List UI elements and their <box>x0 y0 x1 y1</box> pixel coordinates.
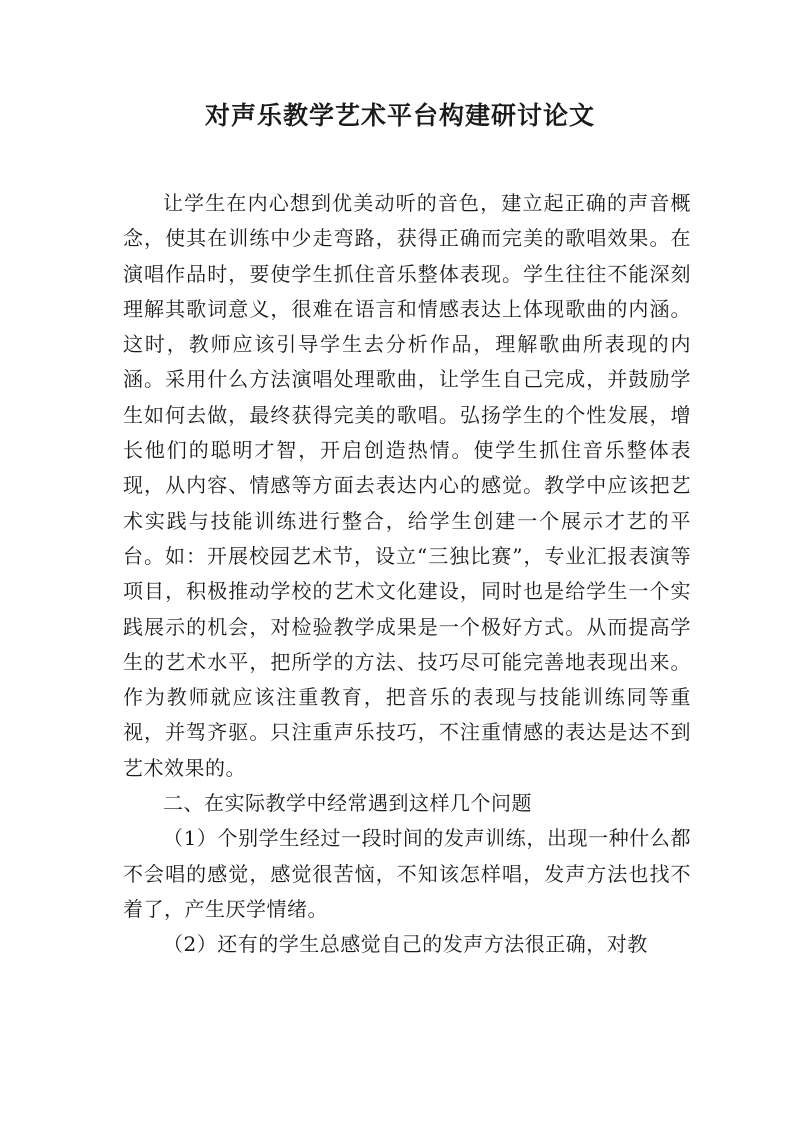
body-paragraph: （2）还有的学生总感觉自己的发声方法很正确，对教 <box>163 932 648 957</box>
body-paragraph: 让学生在内心想到优美动听的音色，建立起正确的声音概念，使其在训练中少走弯路，获得正确而完美的歌唱效果。在演唱作品时，要使学生抓住音乐整体表现。学生往往不能深刻理解其歌词意义，很难在语言和情感表达上体现歌曲的内涵。这时，教师应该引导学生去分析作品，理解歌曲所表现的内涵。采用什么方法演唱处理歌曲，让学生自己完成，并鼓励学生如何去做，最终获得完美的歌唱。弘扬学生的个性发展，增长他们的聪明才智，开启创造热情。使学生抓住音乐整体表现，从内容、情感等方面去表达内心的感觉。教学中应该把艺术实践与技能训练进行整合，给学生创建一个展示才艺的平台。如：开展校园艺术节，设立“三独比赛”，专业汇报表演等项目，积极推动学校的艺术文化建设，同时也是给学生一个实践展示的机会，对检验教学成果是一个极好方式。从而提高学生的艺术水平，把所学的方法、技巧尽可能完善地表现出来。作为教师就应该注重教育，把音乐的表现与技能训练同等重视，并驾齐驱。只注重声乐技巧，不注重情感的表达是达不到艺术效果的。 <box>123 191 691 780</box>
section-heading: 二、在实际教学中经常遇到这样几个问题 <box>163 791 532 816</box>
document-body <box>123 186 691 963</box>
document-title: 对声乐教学艺术平台构建研讨论文 <box>204 101 595 130</box>
body-paragraph: （1）个别学生经过一段时间的发声训练，出现一种什么都不会唱的感觉，感觉很苦恼，不知该怎样唱，发声方法也找不着了，产生厌学情绪。 <box>123 826 691 921</box>
